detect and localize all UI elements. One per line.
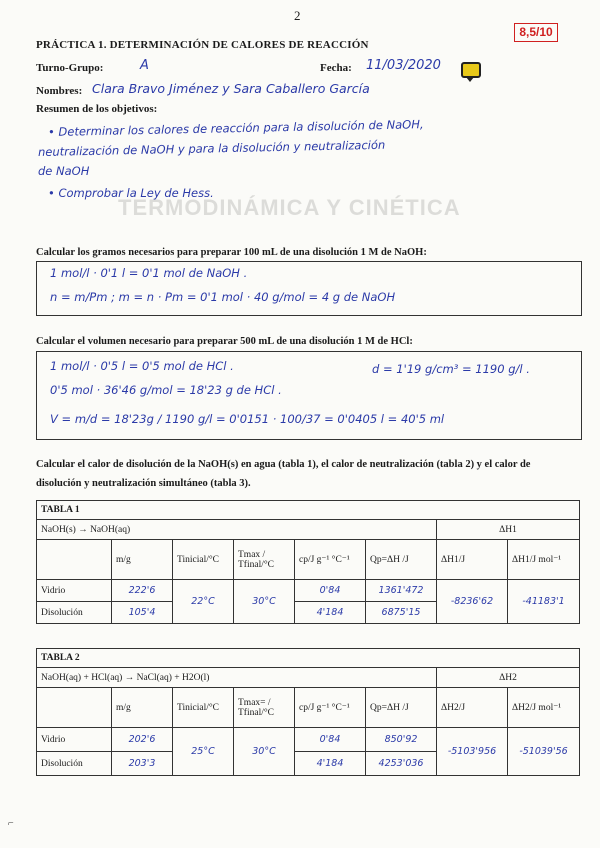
table-row — [37, 580, 580, 602]
col-header: Tmax= / Tfinal/°C — [234, 688, 295, 728]
objective-line: • Determinar los calores de reacción para la disolución de NaOH, — [47, 117, 424, 139]
cell-value: -8236'62 — [437, 580, 508, 624]
page-number: 2 — [294, 8, 301, 23]
answer-line: d = 1'19 g/cm³ = 1190 g/l . — [372, 362, 530, 376]
answer-line: V = m/d = 18'23g / 1190 g/l = 0'0151 · 100/37 = 0'0405 l = 40'5 ml — [50, 412, 445, 426]
col-header: Tinicial/°C — [173, 688, 234, 728]
cell-value: 4'184 — [295, 752, 366, 776]
cell-value: 22°C — [173, 580, 234, 624]
table-2-name: TABLA 2 — [37, 649, 580, 668]
fecha-value: 11/03/2020 — [366, 58, 441, 73]
col-header: m/g — [112, 540, 173, 580]
col-header: Qp=ΔH /J — [366, 688, 437, 728]
cell-value: -51039'56 — [508, 728, 580, 776]
col-header: Qp=ΔH /J — [366, 540, 437, 580]
cell-value: 0'84 — [295, 580, 366, 602]
turno-label: Turno-Grupo: — [36, 62, 104, 74]
cell-value: 202'6 — [112, 728, 173, 752]
faint-heading: TERMODINÁMICA Y CINÉTICA — [118, 195, 461, 220]
table-1-name: TABLA 1 — [37, 501, 580, 520]
row-label: Vidrio — [37, 728, 112, 752]
row-label: Vidrio — [37, 580, 112, 602]
col-header: m/g — [112, 688, 173, 728]
cell-value: 105'4 — [112, 602, 173, 624]
answer-line: 0'5 mol · 36'46 g/mol = 18'23 g de HCl . — [50, 383, 282, 397]
table-row — [37, 728, 580, 752]
col-header: ΔH1/J — [437, 540, 508, 580]
cell-value: -41183'1 — [508, 580, 580, 624]
table-2-delta: ΔH2 — [437, 668, 580, 688]
question-3: Calcular el calor de disolución de la NaOH(s) en agua (tabla 1), el calor de neutralización (tabla 2) y el calor de disolución y neutralización simultáneo (tabla 3). — [36, 459, 531, 489]
nombres-label: Nombres: — [36, 85, 83, 97]
question-2: Calcular el volumen necesario para preparar 500 mL de una disolución 1 M de HCl: — [36, 336, 413, 347]
cell-value: 30°C — [234, 580, 295, 624]
table-1-reaction: NaOH(s) → NaOH(aq) — [37, 520, 437, 540]
cell-value: 4253'036 — [366, 752, 437, 776]
answer-line: 1 mol/l · 0'5 l = 0'5 mol de HCl . — [50, 359, 234, 373]
answer-line: 1 mol/l · 0'1 l = 0'1 mol de NaOH . — [50, 266, 248, 280]
cell-value: 203'3 — [112, 752, 173, 776]
answer-line: n = m/Pm ; m = n · Pm = 0'1 mol · 40 g/mol = 4 g de NaOH — [50, 290, 396, 304]
question-1: Calcular los gramos necesarios para preparar 100 mL de una disolución 1 M de NaOH: — [36, 247, 427, 258]
cell-value: 6875'15 — [366, 602, 437, 624]
col-header: cp/J g⁻¹ °C⁻¹ — [295, 540, 366, 580]
objective-line: neutralización de NaOH y para la disolución y neutralización — [37, 137, 386, 159]
cell-value: 4'184 — [295, 602, 366, 624]
col-header: ΔH1/J mol⁻¹ — [508, 540, 580, 580]
cell-value: 850'92 — [366, 728, 437, 752]
scan-mark: ⌐ — [8, 818, 14, 829]
comment-icon[interactable] — [461, 62, 481, 78]
col-header: ΔH2/J mol⁻¹ — [508, 688, 580, 728]
row-label: Disolución — [37, 602, 112, 624]
col-header: Tmax / Tfinal/°C — [234, 540, 295, 580]
resumen-label: Resumen de los objetivos: — [36, 103, 158, 115]
col-header: cp/J g⁻¹ °C⁻¹ — [295, 688, 366, 728]
table-2 — [36, 648, 580, 776]
col-header: Tinicial/°C — [173, 540, 234, 580]
table-1-delta: ΔH1 — [437, 520, 580, 540]
cell-value: 1361'472 — [366, 580, 437, 602]
cell-value: 0'84 — [295, 728, 366, 752]
cell-value: 30°C — [234, 728, 295, 776]
row-label: Disolución — [37, 752, 112, 776]
objective-line: • Comprobar la Ley de Hess. — [48, 186, 214, 200]
objective-line: de NaOH — [38, 164, 90, 178]
turno-value: A — [140, 58, 149, 73]
table-1 — [36, 500, 580, 624]
grade-badge: 8,5/10 — [514, 23, 558, 42]
cell-value: 222'6 — [112, 580, 173, 602]
col-header: ΔH2/J — [437, 688, 508, 728]
table-2-reaction: NaOH(aq) + HCl(aq) → NaCl(aq) + H2O(l) — [37, 668, 437, 688]
cell-value: 25°C — [173, 728, 234, 776]
fecha-label: Fecha: — [320, 62, 352, 74]
nombres-value: Clara Bravo Jiménez y Sara Caballero García — [92, 81, 370, 96]
page-title: PRÁCTICA 1. DETERMINACIÓN DE CALORES DE REACCIÓN — [36, 39, 369, 51]
cell-value: -5103'956 — [437, 728, 508, 776]
